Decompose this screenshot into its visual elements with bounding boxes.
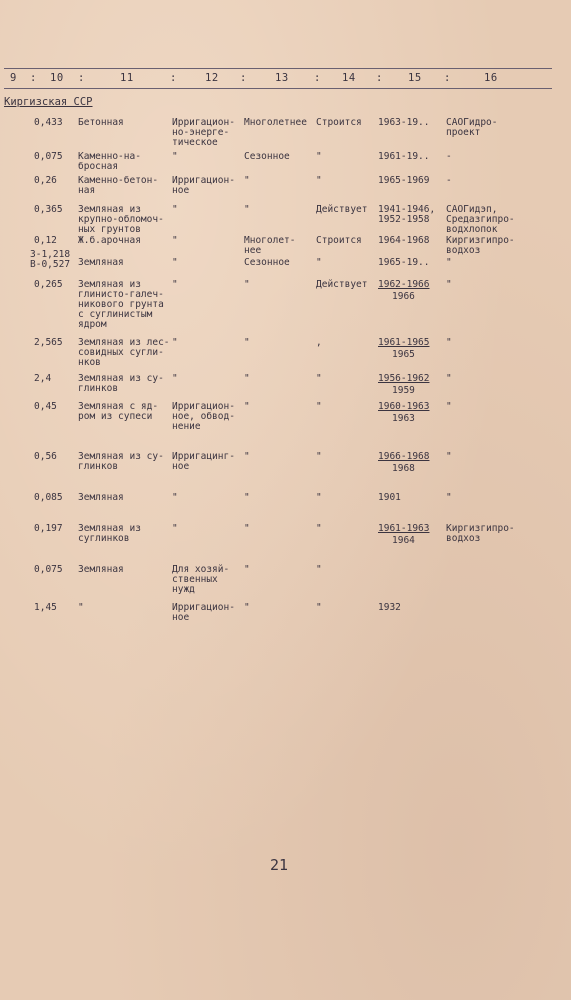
cell-col-12: " — [172, 151, 178, 162]
cell-col-10: 1,45 — [34, 602, 57, 613]
cell-col-12: " — [172, 257, 178, 268]
cell-col-15: 1901 — [378, 492, 401, 503]
cell-col-13: " — [244, 373, 250, 384]
cell-col-11: Каменно-на- бросная — [78, 151, 141, 172]
column-header: 10 — [50, 72, 64, 84]
cell-col-10: 0,56 — [34, 451, 57, 462]
cell-col-10: 0,197 — [34, 523, 63, 534]
column-separator: : — [30, 72, 37, 84]
cell-col-14: " — [316, 257, 322, 268]
cell-col-14: " — [316, 175, 322, 186]
cell-col-11: Земляная из су- глинков — [78, 373, 164, 394]
column-separator: : — [240, 72, 247, 84]
cell-col-11: Земляная из су- глинков — [78, 451, 164, 472]
page-number: 21 — [270, 856, 289, 874]
cell-col-15: 1960-1963 — [378, 401, 430, 412]
region-title: Киргизская ССР — [4, 96, 93, 108]
cell-col-10: 0,265 — [34, 279, 63, 290]
cell-col-15-secondary: 1963 — [392, 413, 415, 424]
cell-col-12: Ирригацион- ное, обвод- нение — [172, 401, 235, 432]
header-rule-top — [4, 68, 552, 69]
cell-col-14: Действует — [316, 204, 368, 215]
column-header: 15 — [408, 72, 422, 84]
cell-col-16: " — [446, 492, 452, 503]
cell-col-16: САОГидэп, Средазгипро- водхлопок — [446, 204, 515, 235]
column-header: 14 — [342, 72, 356, 84]
cell-col-14: Действует — [316, 279, 368, 290]
cell-col-15: 1962-1966 — [378, 279, 430, 290]
cell-col-10: 2,4 — [34, 373, 52, 384]
cell-col-13: " — [244, 401, 250, 412]
cell-col-11: Земляная с яд- ром из супеси — [78, 401, 159, 422]
cell-col-11: Ж.б.арочная — [78, 235, 141, 246]
cell-col-16: " — [446, 257, 452, 268]
cell-col-15-secondary: 1968 — [392, 463, 415, 474]
cell-col-15: 1965-19.. — [378, 257, 430, 268]
cell-col-10: 0,45 — [34, 401, 57, 412]
cell-col-15: 1961-1963 — [378, 523, 430, 534]
cell-col-14: Строится — [316, 117, 362, 128]
column-header: 9 — [10, 72, 17, 84]
cell-col-13: Многолет- нее — [244, 235, 296, 256]
column-separator: : — [376, 72, 383, 84]
cell-col-14: " — [316, 492, 322, 503]
cell-col-11: " — [78, 602, 84, 613]
cell-col-15-secondary: 1959 — [392, 385, 415, 396]
cell-col-13: " — [244, 523, 250, 534]
cell-col-13: " — [244, 564, 250, 575]
cell-col-13: " — [244, 279, 250, 290]
cell-col-15: 1966-1968 — [378, 451, 430, 462]
cell-col-10: 0,075 — [34, 151, 63, 162]
cell-col-12: " — [172, 373, 178, 384]
cell-col-13: " — [244, 175, 250, 186]
cell-col-11: Земляная — [78, 257, 124, 268]
cell-col-14: " — [316, 523, 322, 534]
cell-col-12: " — [172, 492, 178, 503]
cell-col-12: Ирригацион- ное — [172, 175, 235, 196]
cell-col-16: " — [446, 337, 452, 348]
cell-col-15: 1965-1969 — [378, 175, 430, 186]
cell-col-12: Ирригацион- но-энерге- тическое — [172, 117, 235, 148]
cell-col-14: , — [316, 337, 322, 348]
column-separator: : — [314, 72, 321, 84]
cell-col-16: САОГидро- проект — [446, 117, 498, 138]
cell-col-11: Земляная из лес- совидных сугли- нков — [78, 337, 170, 368]
cell-col-10: 0,26 — [34, 175, 57, 186]
cell-col-14: " — [316, 451, 322, 462]
cell-col-12: " — [172, 337, 178, 348]
cell-col-11: Бетонная — [78, 117, 124, 128]
cell-col-11: Земляная из суглинков — [78, 523, 141, 544]
column-separator: : — [444, 72, 451, 84]
cell-col-16: Киргизгипро- водхоз — [446, 523, 515, 544]
cell-col-15-secondary: 1965 — [392, 349, 415, 360]
column-separator: : — [170, 72, 177, 84]
cell-col-11: Земляная — [78, 492, 124, 503]
cell-col-14: " — [316, 401, 322, 412]
cell-col-15: 1961-19.. — [378, 151, 430, 162]
cell-col-15-secondary: 1964 — [392, 535, 415, 546]
cell-col-14: " — [316, 373, 322, 384]
cell-col-16: - — [446, 175, 452, 186]
cell-col-15: 1941-1946, 1952-1958 — [378, 204, 436, 225]
cell-col-13: Многолетнее — [244, 117, 307, 128]
column-header: 13 — [275, 72, 289, 84]
cell-col-12: Ирригацион- ное — [172, 602, 235, 623]
cell-col-10: 0,12 — [34, 235, 57, 246]
cell-col-10: 0,433 — [34, 117, 63, 128]
cell-col-12: " — [172, 235, 178, 246]
cell-col-12: Для хозяй- ственных нужд — [172, 564, 230, 595]
cell-col-15: 1964-1968 — [378, 235, 430, 246]
cell-col-12: " — [172, 523, 178, 534]
cell-col-16: Киргизгипро- водхоз — [446, 235, 515, 256]
cell-col-10: 0,365 — [34, 204, 63, 215]
cell-col-12: Ирригацинг- ное — [172, 451, 235, 472]
cell-col-12: " — [172, 204, 178, 215]
cell-col-14: " — [316, 151, 322, 162]
cell-col-14: Строится — [316, 235, 362, 246]
cell-col-11: Каменно-бетон- ная — [78, 175, 159, 196]
header-rule-bottom — [4, 88, 552, 89]
cell-col-13: Сезонное — [244, 151, 290, 162]
cell-col-15: 1963-19.. — [378, 117, 430, 128]
column-header: 11 — [120, 72, 134, 84]
cell-col-13: " — [244, 337, 250, 348]
cell-col-14: " — [316, 564, 322, 575]
column-separator: : — [78, 72, 85, 84]
column-header: 16 — [484, 72, 498, 84]
cell-col-10: 2,565 — [34, 337, 63, 348]
cell-col-16: " — [446, 373, 452, 384]
cell-col-10: 0,085 — [34, 492, 63, 503]
cell-col-16: " — [446, 401, 452, 412]
cell-col-11: Земляная из крупно-обломоч- ных грунтов — [78, 204, 164, 235]
cell-col-14: " — [316, 602, 322, 613]
cell-col-13: " — [244, 492, 250, 503]
cell-col-11: Земляная из глинисто-галеч- никового грунта с суглинистым ядром — [78, 279, 164, 330]
cell-col-16: - — [446, 151, 452, 162]
cell-col-12: " — [172, 279, 178, 290]
cell-col-13: Сезонное — [244, 257, 290, 268]
cell-col-15: 1956-1962 — [378, 373, 430, 384]
cell-col-10: З-1,218 В-0,527 — [30, 249, 71, 270]
column-header: 12 — [205, 72, 219, 84]
cell-col-11: Земляная — [78, 564, 124, 575]
cell-col-16: " — [446, 279, 452, 290]
cell-col-13: " — [244, 451, 250, 462]
cell-col-13: " — [244, 204, 250, 215]
cell-col-16: " — [446, 451, 452, 462]
cell-col-10: 0,075 — [34, 564, 63, 575]
cell-col-15: 1932 — [378, 602, 401, 613]
cell-col-13: " — [244, 602, 250, 613]
cell-col-15: 1961-1965 — [378, 337, 430, 348]
cell-col-15-secondary: 1966 — [392, 291, 415, 302]
